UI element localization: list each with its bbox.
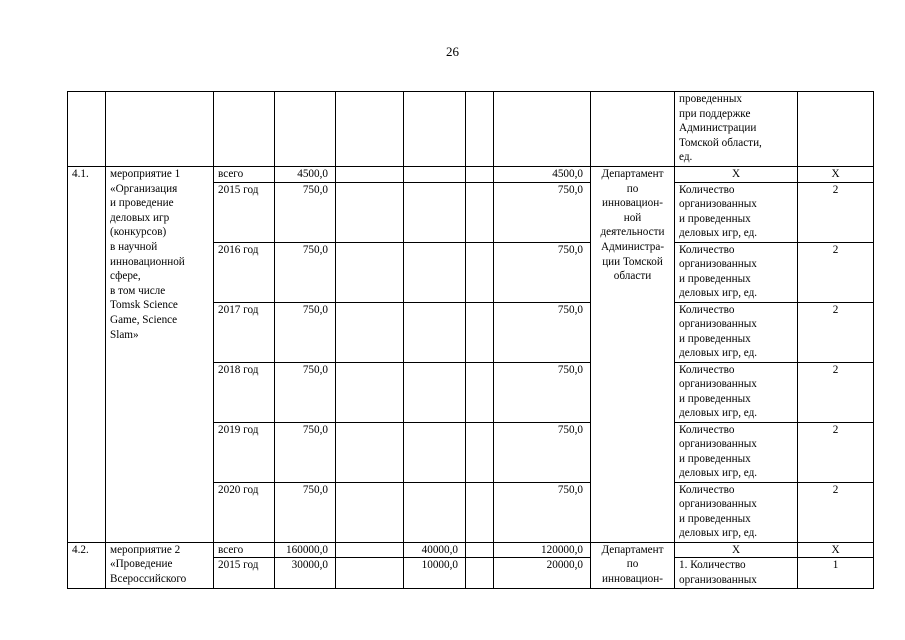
sum-cell: 750,0 <box>275 482 336 542</box>
extra-cell: 20000,0 <box>494 558 591 589</box>
indicator-value: 2 <box>798 362 874 422</box>
sum-cell: 750,0 <box>275 362 336 422</box>
measure-name: мероприятие 1 «Организация и проведение деловых игр (конкурсов) в научной инновационной сфере, в том числе Tomsk Science Game, Science Slam» <box>106 167 214 543</box>
regional-cell <box>404 167 466 183</box>
indicator-cell: Количество организованных и проведенных деловых игр, ед. <box>675 362 798 422</box>
indicator-value: 1 <box>798 558 874 589</box>
extra-cell: 750,0 <box>494 302 591 362</box>
indicator-cell: Количество организованных и проведенных деловых игр, ед. <box>675 482 798 542</box>
regional-cell <box>404 302 466 362</box>
local-cell <box>466 542 494 558</box>
extra-cell: 750,0 <box>494 482 591 542</box>
federal-cell <box>336 167 404 183</box>
indicator-cell: Количество организованных и проведенных деловых игр, ед. <box>675 182 798 242</box>
indicator-cell: проведенных при поддержке Администрации Томской области, ед. <box>675 92 798 167</box>
regional-cell <box>404 422 466 482</box>
period-cell: 2015 год <box>214 558 275 589</box>
indicator-value: 2 <box>798 422 874 482</box>
regional-cell: 10000,0 <box>404 558 466 589</box>
sum-cell: 750,0 <box>275 302 336 362</box>
executor-cell: Департамент по инновацион- <box>591 542 675 589</box>
sum-cell: 4500,0 <box>275 167 336 183</box>
regional-cell: 40000,0 <box>404 542 466 558</box>
period-cell: 2019 год <box>214 422 275 482</box>
indicator-value: 2 <box>798 302 874 362</box>
measure-code: 4.1. <box>68 167 106 543</box>
executor-cell: Департамент по инновацион- ной деятельности Администра- ции Томской области <box>591 167 675 543</box>
indicator-cell: Количество организованных и проведенных деловых игр, ед. <box>675 302 798 362</box>
period-cell: всего <box>214 542 275 558</box>
measure-code: 4.2. <box>68 542 106 589</box>
indicator-value: 2 <box>798 182 874 242</box>
extra-cell: 750,0 <box>494 182 591 242</box>
table-row <box>68 542 874 558</box>
period-cell: всего <box>214 167 275 183</box>
period-cell: 2018 год <box>214 362 275 422</box>
extra-cell: 750,0 <box>494 242 591 302</box>
indicator-cell: 1. Количество организованных <box>675 558 798 589</box>
sum-cell: 750,0 <box>275 242 336 302</box>
indicator-cell: Х <box>675 167 798 183</box>
sum-cell: 750,0 <box>275 422 336 482</box>
table-row <box>68 92 874 167</box>
extra-cell: 750,0 <box>494 362 591 422</box>
regional-cell <box>404 242 466 302</box>
local-cell <box>466 167 494 183</box>
indicator-value: 2 <box>798 242 874 302</box>
sum-cell: 30000,0 <box>275 558 336 589</box>
table-row <box>68 167 874 183</box>
period-cell: 2017 год <box>214 302 275 362</box>
sum-cell: 750,0 <box>275 182 336 242</box>
sum-cell: 160000,0 <box>275 542 336 558</box>
page-number: 26 <box>446 44 459 59</box>
extra-cell: 120000,0 <box>494 542 591 558</box>
program-measures-table <box>67 91 874 589</box>
period-cell: 2020 год <box>214 482 275 542</box>
federal-cell <box>336 542 404 558</box>
measure-name: мероприятие 2 «Проведение Всероссийского <box>106 542 214 589</box>
indicator-cell: Х <box>675 542 798 558</box>
extra-cell: 4500,0 <box>494 167 591 183</box>
regional-cell <box>404 482 466 542</box>
indicator-cell: Количество организованных и проведенных деловых игр, ед. <box>675 242 798 302</box>
extra-cell: 750,0 <box>494 422 591 482</box>
period-cell: 2015 год <box>214 182 275 242</box>
indicator-cell: Количество организованных и проведенных деловых игр, ед. <box>675 422 798 482</box>
regional-cell <box>404 182 466 242</box>
indicator-value: Х <box>798 542 874 558</box>
indicator-value: 2 <box>798 482 874 542</box>
period-cell: 2016 год <box>214 242 275 302</box>
indicator-value: Х <box>798 167 874 183</box>
regional-cell <box>404 362 466 422</box>
